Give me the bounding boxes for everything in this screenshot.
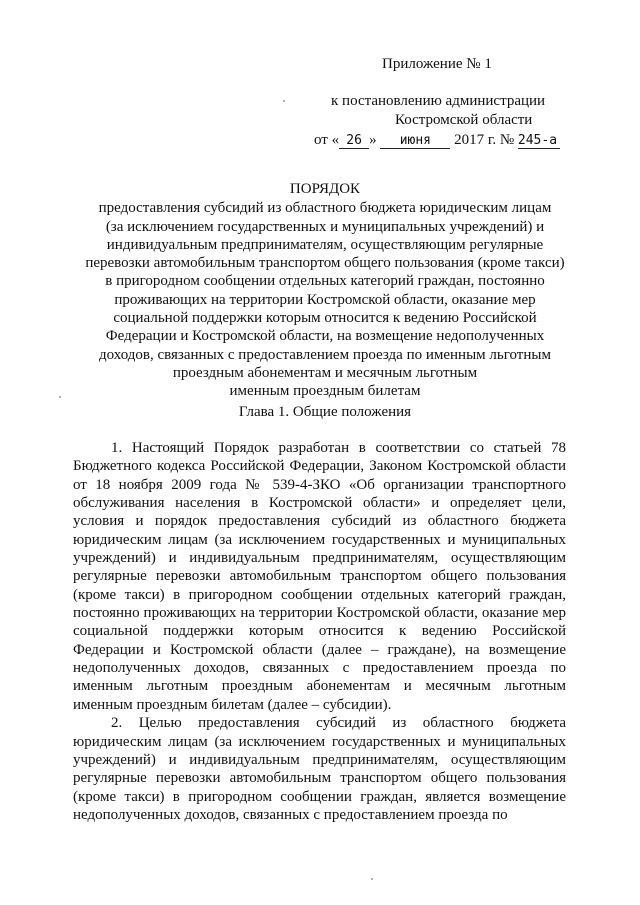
decree-number: 245-а	[518, 133, 560, 149]
paragraph: 1. Настоящий Порядок разработан в соответствии со статьей 78 Бюджетного кодекса Российской Федерации, Законом Костромской области от 18 ноября 2009 года № 539-4-ЗКО «Об организации транспортного обслуживания населения в Костромской области» и определяет цели, условия и порядок предоставления субсидий из областного бюджета юридическим лицам (за исключением государственных и муниципальных учреждений) и индивидуальным предпринимателям, осуществляющим регулярные перевозки автомобильным транспортом общего пользования (кроме такси) в пригородном сообщении отдельных категорий граждан, постоянно проживающих на территории Костромской области, оказание мер социальной поддержки которым относится к ведению Российской Федерации и Костромской области (далее – граждане), на возмещение недополученных доходов, связанных с предоставлением проезда по именным льготным проездным абонементам и месячным льготным именным проездным билетам (далее – субсидии).	[73, 440, 566, 713]
title-line: именным проездным билетам	[229, 383, 421, 400]
title-line: доходов, связанных с предоставлением проезда по именным льготным	[99, 346, 551, 363]
paragraph: 2. Целью предоставления субсидий из областного бюджета юридическим лицам (за исключением государственных и муниципальных учреждений) и индивидуальным предпринимателям, осуществляющим регулярные перевозки автомобильным транспортом общего пользования (кроме такси) в пригородном сообщении граждан, является возмещение недополученных доходов, связанных с предоставлением проезда по	[73, 715, 566, 823]
date-mid: »	[369, 132, 377, 148]
chapter-title: Глава 1. Общие положения	[238, 404, 412, 420]
title-line: предоставления субсидий из областного бюджета юридическим лицам	[98, 200, 552, 217]
body-text	[73, 439, 566, 824]
title-heading: ПОРЯДОК	[289, 181, 361, 197]
decree-reference-line2: Костромской области	[395, 112, 533, 128]
date-year: 2017 г. №	[454, 132, 515, 148]
scan-speck	[283, 100, 285, 102]
date-prefix: от «	[314, 132, 340, 148]
appendix-label: Приложение № 1	[382, 56, 492, 72]
scan-speck	[371, 878, 373, 880]
title-line: проездным абонементам и месячным льготным	[172, 364, 478, 381]
document-title	[60, 180, 590, 401]
date-month: июня	[380, 133, 450, 149]
title-line: перевозки автомобильным транспортом общего пользования (кроме такси)	[85, 255, 565, 272]
title-line: (за исключением государственных и муниципальных учреждений) и	[105, 218, 545, 235]
title-line: проживающих на территории Костромской области, оказание мер	[114, 291, 536, 308]
date-day: 26	[339, 133, 369, 149]
title-line: в пригородном сообщении отдельных категорий граждан, постоянно	[105, 273, 545, 290]
decree-reference-line1: к постановлению администрации	[331, 93, 546, 109]
title-line: Федерации и Костромской области, на возмещение недополученных	[105, 328, 545, 345]
title-line: индивидуальным предпринимателям, осуществляющим регулярные	[106, 236, 544, 253]
scan-speck	[59, 396, 61, 398]
decree-date-line	[314, 131, 560, 149]
title-line: социальной поддержки которым относится к ведению Российской	[113, 310, 537, 327]
